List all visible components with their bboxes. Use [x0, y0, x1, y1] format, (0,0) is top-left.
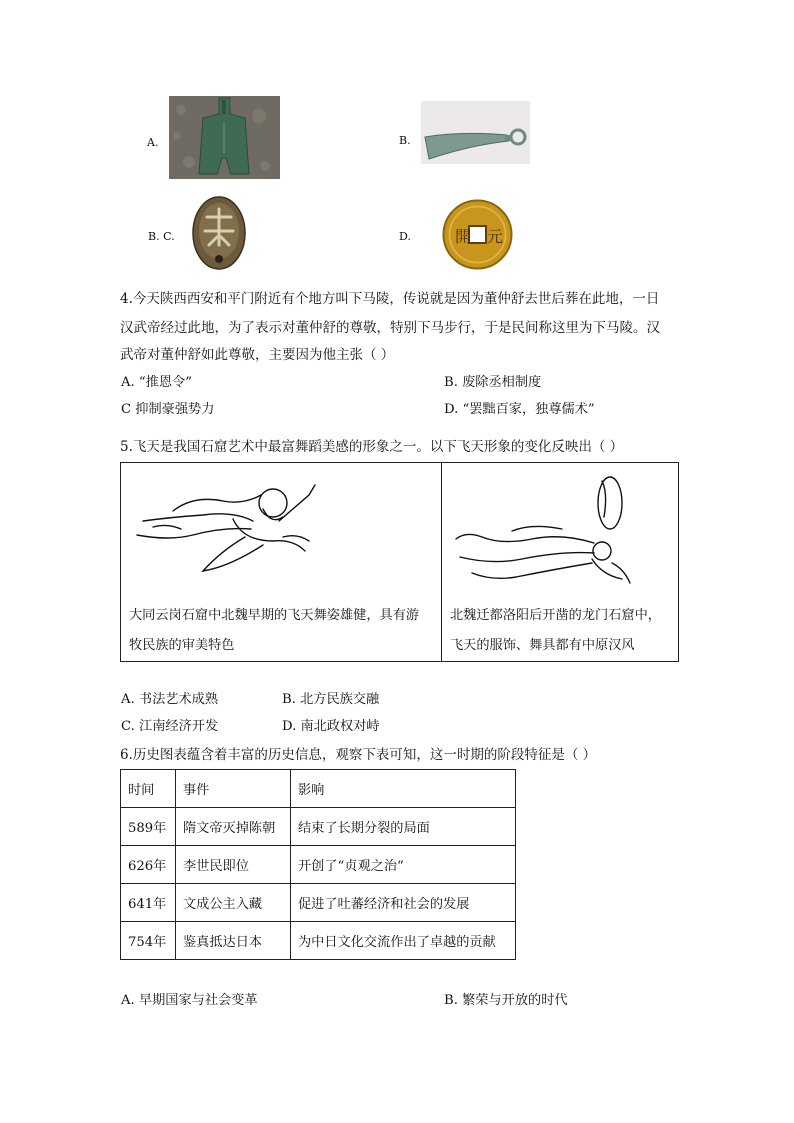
q4-stem-line2: 汉武帝经过此地，为了表示对董仲舒的尊敬，特别下马步行，于是民间称这里为下马陵。汉 [120, 320, 660, 336]
feitian-early-image-cell [121, 463, 442, 596]
feitian-late-image-cell [442, 463, 679, 596]
q6-option-a: A. 早期国家与社会变革 [121, 993, 258, 1008]
knife-coin-image [421, 101, 530, 164]
table-cell: 754年 [121, 922, 176, 960]
q6-stem: 6.历史图表蕴含着丰富的历史信息，观察下表可知，这一时期的阶段特征是（ ） [120, 747, 597, 763]
table-cell: 李世民即位 [176, 846, 291, 884]
table-cell: 促进了吐蕃经济和社会的发展 [291, 884, 516, 922]
table-cell: 为中日文化交流作出了卓越的贡献 [291, 922, 516, 960]
table-header-cell: 时间 [121, 770, 176, 808]
feitian-early-caption-line2: 牧民族的审美特色 [129, 638, 235, 653]
q5-stem: 5.飞天是我国石窟艺术中最富舞蹈美感的形象之一。以下飞天形象的变化反映出（ ） [120, 439, 624, 455]
events-table [120, 769, 516, 960]
table-cell: 开创了“贞观之治“ [291, 846, 516, 884]
table-cell: 641年 [121, 884, 176, 922]
feitian-late-caption-cell [442, 595, 679, 662]
q4-option-b: B. 废除丞相制度 [444, 375, 542, 390]
feitian-late-caption-line2: 飞天的服饰、舞具都有中原汉风 [450, 638, 635, 653]
coin-glyph-right: 元 [487, 227, 504, 246]
option-c-label: B. C. [148, 230, 175, 243]
q5-option-c: C. 江南经济开发 [121, 719, 219, 734]
feitian-early-caption-line1: 大同云岗石窟中北魏早期的飞天舞姿雄健，具有游 [129, 608, 420, 623]
q4-option-c: C 抑制豪强势力 [121, 402, 215, 417]
q4-option-d: D. “罢黜百家，独尊儒术” [444, 402, 595, 417]
option-d-label: D. [399, 230, 411, 243]
table-cell: 589年 [121, 808, 176, 846]
coin-glyph-left: 開 [455, 227, 472, 246]
spade-coin-image [169, 96, 280, 179]
table-cell: 结束了长期分裂的局面 [291, 808, 516, 846]
kaiyuan-coin-image [441, 198, 514, 271]
table-cell: 626年 [121, 846, 176, 884]
feitian-early-illustration [133, 481, 333, 581]
q5-option-d: D. 南北政权对峙 [282, 719, 380, 734]
table-header-row [121, 770, 516, 808]
table-row [121, 846, 516, 884]
table-row [121, 884, 516, 922]
table-row [121, 808, 516, 846]
q5-option-a: A. 书法艺术成熟 [121, 692, 219, 707]
q4-option-a: A. “推恩令” [121, 375, 192, 390]
feitian-late-caption-line1: 北魏迁都洛阳后开凿的龙门石窟中， [450, 608, 661, 623]
q4-stem-line3: 武帝对董仲舒如此尊敬，主要因为他主张（ ） [120, 347, 395, 363]
table-cell: 鉴真抵达日本 [176, 922, 291, 960]
q4-stem-line1: 4.今天陕西西安和平门附近有个地方叫下马陵，传说就是因为董仲舒去世后葬在此地，一日 [120, 291, 660, 307]
q6-option-b: B. 繁荣与开放的时代 [444, 993, 568, 1008]
feitian-comparison-table [120, 462, 679, 662]
table-cell: 隋文帝灭掉陈朝 [176, 808, 291, 846]
option-b-label: B. [399, 134, 411, 147]
feitian-early-caption-cell [121, 595, 442, 662]
option-a-label: A. [147, 136, 159, 149]
table-row [121, 922, 516, 960]
q5-option-b: B. 北方民族交融 [282, 692, 380, 707]
feitian-late-illustration [452, 473, 652, 591]
table-cell: 文成公主入藏 [176, 884, 291, 922]
table-header-cell: 事件 [176, 770, 291, 808]
ant-nose-coin-image [191, 195, 247, 272]
table-header-cell: 影响 [291, 770, 516, 808]
